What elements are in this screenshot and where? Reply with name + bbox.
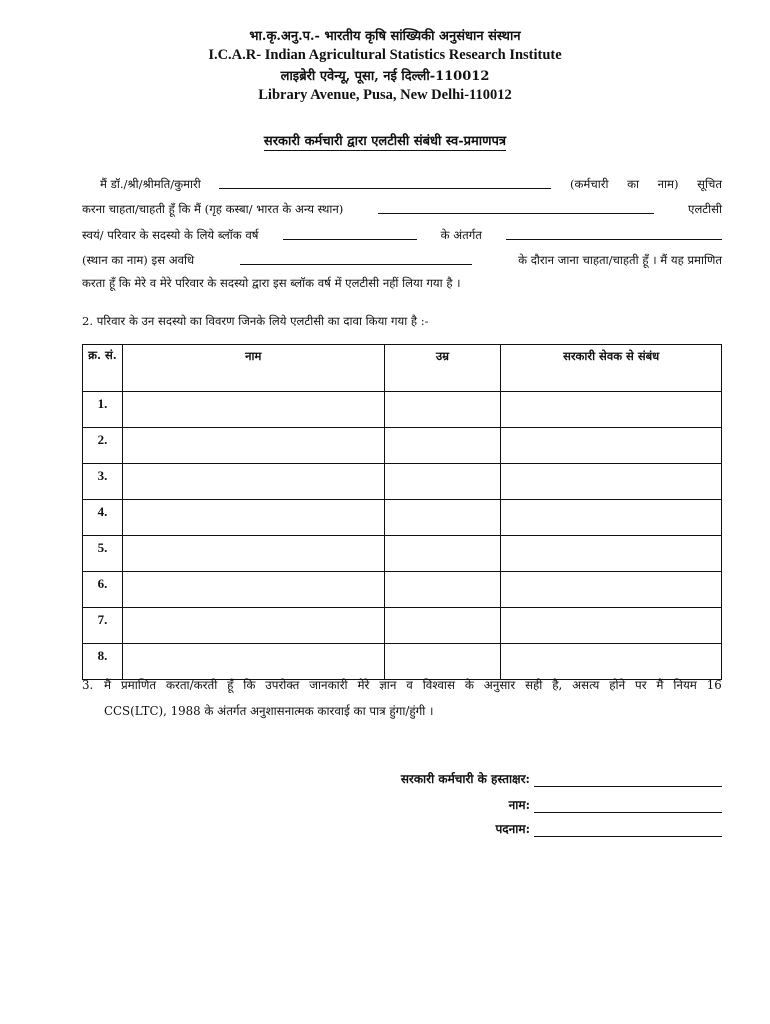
designation-row: [300, 820, 722, 837]
name-row: [300, 796, 722, 813]
name-cell[interactable]: [122, 608, 384, 644]
under-blank[interactable]: [506, 227, 722, 240]
form-title: [0, 130, 770, 149]
signature-row: [300, 770, 722, 787]
relation-cell[interactable]: [501, 644, 722, 680]
para1-word: (कर्मचारी: [570, 177, 609, 191]
designation-label: पदनाम:: [495, 822, 530, 836]
row-serial: 4.: [83, 500, 123, 536]
col-header-relation: सरकारी सेवक से संबंध: [501, 345, 722, 392]
para1-word: के अंतर्गत: [440, 228, 482, 242]
designation-line[interactable]: [534, 823, 722, 837]
block-year-text: स्वयं/ परिवार के सदस्यो के लिये ब्लॉक वर्ष: [82, 228, 259, 242]
name-cell[interactable]: [122, 428, 384, 464]
row-serial: 8.: [83, 644, 123, 680]
table-row: [83, 536, 722, 572]
relation-cell[interactable]: [501, 392, 722, 428]
name-cell[interactable]: [122, 464, 384, 500]
para3-number: 3.: [82, 678, 94, 692]
para3-word: नियम: [673, 678, 697, 692]
para3-word: करता/करती: [165, 678, 218, 692]
row-serial: 2.: [83, 428, 123, 464]
name-cell[interactable]: [122, 536, 384, 572]
family-members-table: [82, 344, 722, 680]
relation-cell[interactable]: [501, 536, 722, 572]
table-row: [83, 500, 722, 536]
table-header-row: [83, 345, 722, 392]
relation-cell[interactable]: [501, 500, 722, 536]
para1-line5: करता हूँ कि मेरे व मेरे परिवार के सदस्यो द्वारा इस ब्लॉक वर्ष में एलटीसी नहीं लिया गया है ।: [82, 276, 461, 290]
home-town-blank[interactable]: [378, 201, 654, 214]
para1-word: सूचित: [697, 177, 722, 191]
para1-word: का: [627, 177, 640, 191]
para3-word: मैं: [656, 678, 664, 692]
para3-word: होने: [609, 678, 626, 692]
para1-word: एलटीसी: [688, 202, 722, 216]
table-row: [83, 608, 722, 644]
para3-word: पर: [635, 678, 647, 692]
para3-word: उपरोक्त: [265, 678, 300, 692]
para1-word: नाम): [657, 177, 679, 191]
age-cell[interactable]: [384, 500, 501, 536]
table-row: [83, 464, 722, 500]
para3-word: असत्य: [572, 678, 600, 692]
para3-word: प्रमाणित: [120, 678, 157, 692]
relation-cell[interactable]: [501, 572, 722, 608]
para2-text: 2. परिवार के उन सदस्यो का विवरण जिनके लिये एलटीसी का दावा किया गया है :-: [82, 314, 429, 328]
para3-word: मैं: [104, 678, 112, 692]
para3-word: 16: [706, 678, 722, 692]
home-town-text: करना चाहता/चाहती हूँ कि मैं (गृह कस्बा/ भारत के अन्य स्थान): [82, 202, 344, 216]
row-serial: 7.: [83, 608, 123, 644]
name-cell[interactable]: [122, 392, 384, 428]
para3-word: के: [464, 678, 474, 692]
col-header-name: नाम: [122, 345, 384, 392]
row-serial: 6.: [83, 572, 123, 608]
relation-cell[interactable]: [501, 464, 722, 500]
salutation-text: मैं डॉ./श्री/श्रीमति/कुमारी: [100, 177, 201, 191]
para3-word: विश्वास: [422, 678, 455, 692]
row-serial: 1.: [83, 392, 123, 428]
institute-address-hindi: लाइब्रेरी एवेन्यू, पूसा, नई दिल्ली-110012: [280, 69, 490, 84]
para3-word: व: [406, 678, 413, 692]
para1-word: के दौरान जाना चाहता/चाहती हूँ । मैं यह प्रमाणित: [518, 253, 722, 267]
para3-word: अनुसार: [483, 678, 516, 692]
age-cell[interactable]: [384, 608, 501, 644]
name-label: नाम:: [508, 798, 530, 812]
age-cell[interactable]: [384, 392, 501, 428]
form-title-text: सरकारी कर्मचारी द्वारा एलटीसी संबंधी स्व-प्रमाणपत्र: [263, 134, 507, 149]
name-line[interactable]: [534, 799, 722, 813]
table-row: [83, 572, 722, 608]
age-cell[interactable]: [384, 428, 501, 464]
para3-word: मेरे: [357, 678, 370, 692]
relation-cell[interactable]: [501, 608, 722, 644]
period-blank[interactable]: [240, 252, 472, 265]
para3-word: सही: [525, 678, 543, 692]
institute-name-hindi: भा.कृ.अनु.प.- भारतीय कृषि सांख्यिकी अनुसंधान संस्थान: [249, 29, 521, 44]
table-row: [83, 392, 722, 428]
para1-line2: [82, 201, 722, 217]
para3-word: हूँ: [227, 678, 234, 692]
para3-line2: CCS(LTC), 1988 के अंतर्गत अनुशासनात्मक कारवाई का पात्र हुंगा/हुंगी ।: [104, 704, 434, 718]
para1-line4: [82, 252, 722, 268]
name-cell[interactable]: [122, 572, 384, 608]
row-serial: 3.: [83, 464, 123, 500]
para3-words: [104, 676, 722, 694]
col-header-age: उम्र: [384, 345, 501, 392]
age-cell[interactable]: [384, 464, 501, 500]
row-serial: 5.: [83, 536, 123, 572]
col-header-serial: क्र. सं.: [83, 345, 123, 392]
signature-line[interactable]: [534, 773, 722, 787]
para3-word: है,: [552, 678, 563, 692]
table-row: [83, 428, 722, 464]
age-cell[interactable]: [384, 644, 501, 680]
para1-line3: [82, 227, 722, 243]
para3-word: ज्ञान: [379, 678, 397, 692]
age-cell[interactable]: [384, 572, 501, 608]
institute-address-english: Library Avenue, Pusa, New Delhi-110012: [258, 87, 512, 103]
employee-name-blank[interactable]: [219, 176, 551, 189]
para1-line1: [82, 176, 722, 192]
name-cell[interactable]: [122, 500, 384, 536]
relation-cell[interactable]: [501, 428, 722, 464]
para3-word: कि: [243, 678, 256, 692]
para3-word: जानकारी: [309, 678, 348, 692]
place-name-text: (स्थान का नाम) इस अवधि: [82, 253, 195, 267]
institute-name-english: I.C.A.R- Indian Agricultural Statistics Research Institute: [208, 47, 562, 63]
age-cell[interactable]: [384, 536, 501, 572]
name-cell[interactable]: [122, 644, 384, 680]
block-year-blank[interactable]: [283, 227, 417, 240]
table-row: [83, 644, 722, 680]
signature-label: सरकारी कर्मचारी के हस्ताक्षर:: [400, 772, 530, 786]
